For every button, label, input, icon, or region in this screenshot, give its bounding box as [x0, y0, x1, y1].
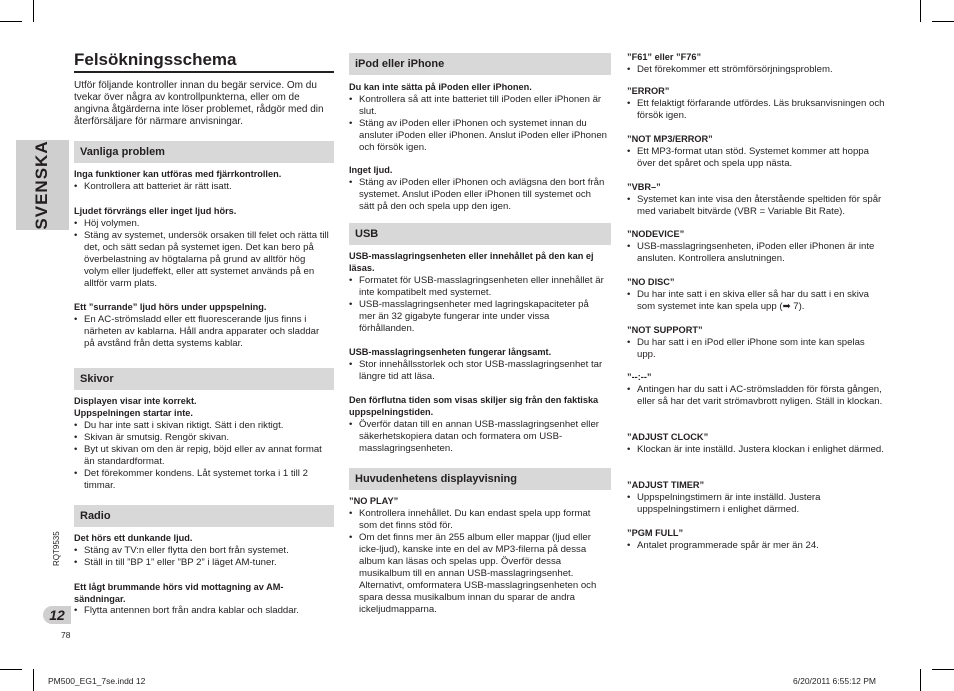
- answer-list: [627, 384, 885, 408]
- section-header-radio: Radio: [74, 505, 334, 527]
- answer-item: • Kontrollera innehållet. Du kan endast spela upp format som det finns stöd för.: [349, 508, 607, 532]
- answer-item: • Höj volymen.: [74, 218, 332, 230]
- answer-item: • Du har satt i en iPod eller iPhone som inte kan spelas upp.: [627, 337, 885, 361]
- question: ”--:--”: [627, 372, 652, 382]
- footer-timestamp: 6/20/2011 6:55:12 PM: [793, 676, 877, 686]
- section-header-usb: USB: [349, 223, 611, 245]
- answer-item: • Det förekommer kondens. Låt systemet torka i 1 till 2 timmar.: [74, 468, 332, 492]
- answer-item: • Ett felaktigt förfarande utfördes. Läs bruksanvisningen och försök igen.: [627, 98, 885, 122]
- answer-item: • Det förekommer ett strömförsörjningsproblem.: [627, 64, 885, 76]
- question: Ljudet förvrängs eller inget ljud hörs.: [74, 206, 237, 216]
- page-number: 12: [43, 606, 71, 624]
- language-tab: [16, 140, 69, 230]
- answer-item: • Stäng av TV:n eller flytta den bort från systemet.: [74, 545, 332, 557]
- intro-text: Utför följande kontroller innan du begär service. Om du tvekar över några av kontrollpunkterna, eller om de angivna åtgärderna inte löser problemet, rådgör med din återförsäljare för närmare anvisningar.: [74, 80, 324, 127]
- answer-item: • Ställ in till ”BP 1” eller ”BP 2” i läget AM-tuner.: [74, 557, 332, 569]
- question: Inga funktioner kan utföras med fjärrkontrollen.: [74, 169, 282, 179]
- question: Inget ljud.: [349, 165, 393, 175]
- question: ”VBR–”: [627, 182, 661, 192]
- answer-item: • Ett MP3-format utan stöd. Systemet kommer att hoppa över det spåret och spela upp nästa.: [627, 146, 885, 170]
- answer-list: [74, 545, 332, 569]
- answer-item: • Stäng av systemet, undersök orsaken till felet och rätta till det, och sätt sedan på systemet igen. Det kan bero på överbelastning av högtalarna på grund av alltför hög volym eller ljudeffekt, eller att systemet används på en alltför varm plats.: [74, 230, 332, 290]
- question: ”ADJUST TIMER”: [627, 480, 705, 490]
- answer-item: • Byt ut skivan om den är repig, böjd eller av annat format än standardformat.: [74, 444, 332, 468]
- section-header-ipod: iPod eller iPhone: [349, 53, 611, 75]
- answer-item: • USB-masslagringsenheter med lagringskapaciteter på mer än 32 gigabyte fungerar inte under vissa förhållanden.: [349, 299, 607, 335]
- answer-list: [74, 314, 332, 350]
- answer-item: • Uppspelningstimern är inte inställd. Justera uppspelningstimern i enlighet därmed.: [627, 492, 885, 516]
- answer-item: • Kontrollera att batteriet är rätt isatt.: [74, 181, 332, 193]
- question: ”ADJUST CLOCK”: [627, 432, 709, 442]
- question: USB-masslagringsenheten fungerar långsamt.: [349, 347, 552, 357]
- answer-list: [627, 492, 885, 516]
- answer-item: • Antalet programmerade spår är mer än 24.: [627, 540, 885, 552]
- answer-item: • Stäng av iPoden eller iPhonen och avlägsna den bort från systemet. Anslut iPoden eller iPhonen till systemet och sätt på den och spela upp den igen.: [349, 177, 607, 213]
- answer-list: [627, 194, 885, 218]
- crop-mark: [33, 669, 34, 691]
- answer-item: • Systemet kan inte visa den återstående speltiden för spår med variabelt bitvärde (VBR = Variable Bit Rate).: [627, 194, 885, 218]
- answer-item: • Stor innehållsstorlek och stor USB-masslagringsenhet tar längre tid att läsa.: [349, 359, 607, 383]
- answer-list: [74, 420, 332, 492]
- crop-mark: [33, 0, 34, 22]
- document-code: RQT9535: [52, 531, 61, 566]
- crop-mark: [920, 669, 921, 691]
- crop-mark: [932, 21, 954, 22]
- answer-list: [74, 181, 332, 193]
- language-tab-label: SVENSKA: [32, 140, 51, 230]
- question: Ett lågt brummande hörs vid mottagning av AM-sändningar.: [74, 582, 284, 604]
- answer-item: • Skivan är smutsig. Rengör skivan.: [74, 432, 332, 444]
- crop-mark: [0, 669, 22, 670]
- answer-item: • Flytta antennen bort från andra kablar och sladdar.: [74, 605, 332, 617]
- crop-mark: [932, 669, 954, 670]
- answer-list: [627, 64, 885, 76]
- question: Displayen visar inte korrekt.: [74, 396, 197, 406]
- answer-item: • Stäng av iPoden eller iPhonen och systemet innan du ansluter iPoden eller iPhonen. Anslut iPoden eller iPhonen och försök igen.: [349, 118, 607, 154]
- answer-item: • Överför datan till en annan USB-masslagringsenhet eller säkerhetskopiera datan och formatera om USB-masslagringsenheten.: [349, 419, 607, 455]
- page-title: Felsökningsschema: [74, 50, 237, 69]
- section-header-skivor: Skivor: [74, 368, 334, 390]
- answer-list: [349, 508, 607, 616]
- question: Uppspelningen startar inte.: [74, 408, 193, 418]
- question: ”NOT MP3/ERROR”: [627, 134, 713, 144]
- question: Du kan inte sätta på iPoden eller iPhonen.: [349, 82, 532, 92]
- answer-list: [627, 540, 885, 552]
- answer-list: [627, 289, 885, 313]
- answer-list: [349, 94, 607, 154]
- answer-item: • USB-masslagringsenheten, iPoden eller iPhonen är inte ansluten. Kontrollera anslutningen.: [627, 241, 885, 265]
- question: USB-masslagringsenheten eller innehållet på den kan ej läsas.: [349, 251, 594, 273]
- answer-list: [627, 98, 885, 122]
- answer-list: [349, 177, 607, 213]
- answer-item: • Du har inte satt i skivan riktigt. Sätt i den riktigt.: [74, 420, 332, 432]
- question: ”NODEVICE”: [627, 229, 685, 239]
- answer-list: [627, 444, 885, 456]
- answer-item: • Kontrollera så att inte batteriet till iPoden eller iPhonen är slut.: [349, 94, 607, 118]
- question: Ett ”surrande” ljud hörs under uppspelning.: [74, 302, 267, 312]
- answer-item: • Formatet för USB-masslagringsenheten eller innehållet är inte kompatibelt med systemet.: [349, 275, 607, 299]
- answer-list: [627, 146, 885, 170]
- answer-list: [74, 218, 332, 290]
- question: ”NO DISC”: [627, 277, 675, 287]
- section-header-display: Huvudenhetens displayvisning: [349, 468, 611, 490]
- question: ”ERROR”: [627, 86, 670, 96]
- section-header-vanliga: Vanliga problem: [74, 141, 334, 163]
- answer-list: [349, 419, 607, 455]
- question: ”NO PLAY”: [349, 496, 399, 506]
- question: Den förflutna tiden som visas skiljer sig från den faktiska uppspelningstiden.: [349, 395, 599, 417]
- footer-file-info: PM500_EG1_7se.indd 12: [48, 676, 146, 686]
- crop-mark: [0, 21, 22, 22]
- question: ”PGM FULL”: [627, 528, 684, 538]
- title-rule: [74, 71, 334, 73]
- question: ”F61” eller ”F76”: [627, 52, 702, 62]
- answer-item: • Klockan är inte inställd. Justera klockan i enlighet därmed.: [627, 444, 885, 456]
- page-index: 78: [61, 630, 71, 640]
- answer-list: [627, 241, 885, 265]
- answer-item: • En AC-strömsladd eller ett fluorescerande ljus finns i närheten av kablarna. Håll andra apparater och sladdar på avstånd från detta systems kablar.: [74, 314, 332, 350]
- answer-list: [349, 275, 607, 335]
- question: Det hörs ett dunkande ljud.: [74, 533, 193, 543]
- answer-list: [74, 605, 332, 617]
- answer-item: • Om det finns mer än 255 album eller mappar (ljud eller icke-ljud), kanske inte en del av MP3-filerna på dessa album kan läsas och spelas upp. Överför dessa musikalbum till en annan USB-masslagringsenhet. Alternativt, omformatera USB-masslagringsenheten och spara dessa musikalbum innan du sparar de andra ickeljudmapparna.: [349, 532, 607, 616]
- question: ”NOT SUPPORT”: [627, 325, 703, 335]
- answer-list: [627, 337, 885, 361]
- answer-list: [349, 359, 607, 383]
- answer-item: • Antingen har du satt i AC-strömsladden för första gången, eller så har det varit strömavbrott nyligen. Ställ in klockan.: [627, 384, 885, 408]
- crop-mark: [920, 0, 921, 22]
- answer-item: • Du har inte satt i en skiva eller så har du satt i en skiva som systemet inte kan spela upp (➡ 7).: [627, 289, 885, 313]
